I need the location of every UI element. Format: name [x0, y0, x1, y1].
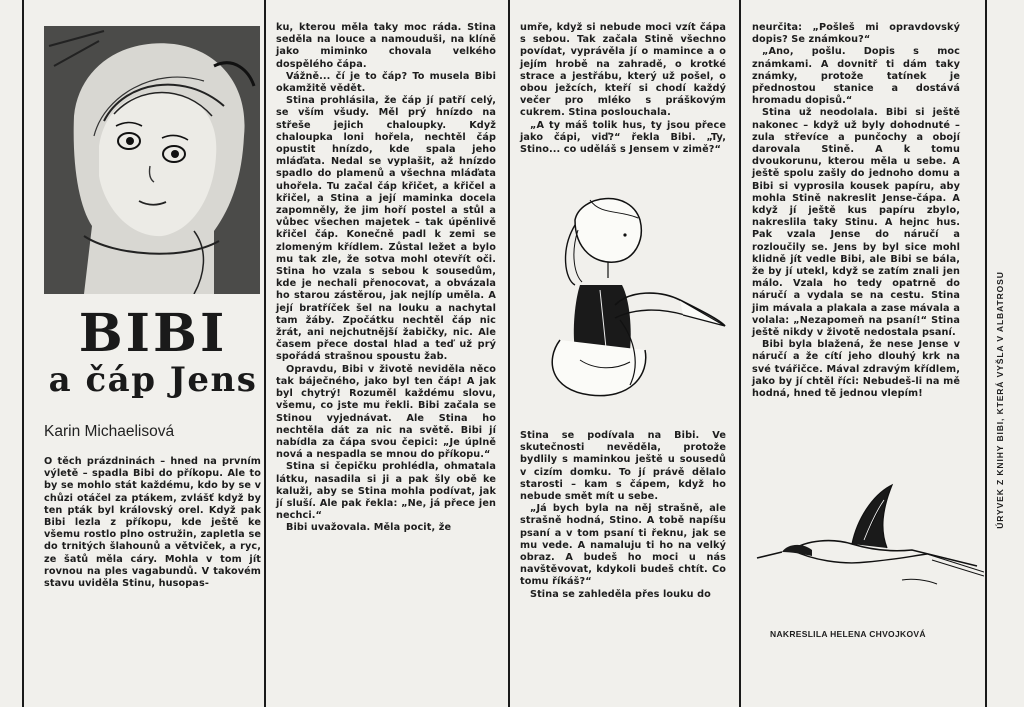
paragraph: umře, když si nebude moci vzít čápa s sebou. Tak začala Stině všechno povídat, vyprávěla jí o mamince a o jejím hrobě na zahradě, o krotké strace a jestřábu, který už pošel, o obou ježcích, kteří si chodí každý večer pro mléko s práškovým cukrem. Stina poslouchala. — [520, 22, 726, 119]
paragraph: Vážně... čí je to čáp? To musela Bibi okamžitě vědět. — [276, 70, 496, 95]
paragraph: Stina prohlásila, že čáp jí patří celý, se vším všudy. Měl prý hnízdo na střeše jejich chaloupky. Když chaloupka loni hořela, nechtěl čáp opustit hnízdo, kde spala jeho mláďata. Nedal se vyplašit, až hnízdo spadlo do plamenů a všechna mláďata uhořela. Tu začal čáp křičet, a křičel a křičel, a Stina a její maminka docela zapomněly, že jim hoří postel a stůl a vůbec všechen majetek – tak úpěnlivě křičel čáp. Konečně padl k zemi se zlomeným křídlem. Zůstal ležet a bylo mu tak zle, že sotva mohl otevřít oči. Stina ho vzala s sebou k sousedům, kde je nechali přenocovat, a obvázala ho starou zástěrou, jak nejlíp uměla. A její bratříček šel na louku a nachytal tam žáby. Zpočátku nechtěl čáp nic žrát, ani nejchutnější žabičky, nic. Ale časem přece dostal hlad a teď už prý spořádá strašnou spoustu žab. — [276, 95, 496, 363]
column-3-text-top — [520, 22, 726, 156]
paragraph: Opravdu, Bibi v životě neviděla něco tak báječného, jako byl ten čáp! A jak byl chytrý! Rozuměl každému slovu, všemu, co jste mu řekli. Bibi začala se Stinou vyjednávat. Ale Stina ho nechtěla dát za nic na světě. Bibi jí nabídla za čápa svou čepici: „Je úplně nová a nespadla se mnou do příkopu.“ — [276, 363, 496, 461]
paragraph: Stina si čepičku prohlédla, ohmatala látku, nasadila si ji a pak šly obě ke kaluži, aby se Stina mohla podívat, jak jí sluší. Ale pak řekla: „Ne, já přece jen nechci.“ — [276, 461, 496, 522]
flying-stork-illustration — [752, 480, 984, 600]
illustration-credit: NAKRESLILA HELENA CHVOJKOVÁ — [770, 629, 926, 639]
paragraph: Bibi byla blažená, že nese Jense v náručí a že cítí jeho dlouhý krk na své tvářičce. Mával zdravým křídlem, jako by jí chtěl říci: Nebudeš-li na mě hodná, hned tě jednou vlepím! — [752, 339, 960, 400]
column-rule — [508, 0, 510, 707]
column-rule — [739, 0, 741, 707]
column-3-text-bottom — [520, 430, 726, 601]
column-4-text — [752, 22, 960, 400]
side-caption-text: ÚRYVEK Z KNIHY BIBI, KTERÁ VYŠLA V ALBATROSU — [995, 271, 1005, 529]
author-name: Karin Michaelisová — [44, 423, 175, 440]
paragraph: neurčita: „Pošleš mi opravdovský dopis? Se známkou?“ — [752, 22, 960, 46]
story-subtitle: a čáp Jens — [48, 360, 258, 400]
bibi-portrait-illustration — [44, 26, 260, 294]
paragraph: Stina se zahleděla přes louku do — [530, 588, 711, 600]
side-caption — [986, 240, 1014, 560]
column-2-text — [276, 22, 496, 535]
column-1-text — [44, 456, 261, 590]
story-title: BIBI — [78, 303, 228, 364]
paragraph: „Ano, pošlu. Dopis s moc známkami. A dovnitř ti dám taky známky, protože tatínek je přednostou stanice a dostává hromadu dopisů.“ — [752, 46, 960, 107]
paragraph: „A ty máš tolik hus, ty jsou přece jako čápi, viď?“ řekla Bibi. „Ty, Stino... co uděláš s Jensem v zimě?“ — [520, 119, 726, 156]
stina-stork-illustration — [520, 190, 730, 420]
paragraph: Stina se podívala na Bibi. Ve skutečnosti nevěděla, protože bydlily s maminkou ještě u sousedů v cizím domku. To jí právě dělalo starosti – kam s čápem, když ho nebude smět mít u sebe. — [520, 430, 726, 503]
paragraph: „Já bych byla na něj strašně, ale strašně hodná, Stino. A tobě napíšu psaní a v tom psaní ti řeknu, jak se mu vede. A namaluju ti ho na velký obraz. A budeš ho moci u nás navštěvovat, kdykoli budeš chtít. Co tomu říkáš?“ — [520, 503, 726, 588]
paragraph: Stina už neodolala. Bibi si ještě nakonec – když už byly dohodnuté – zula střevíce a punčochy a obojí darovala Stině. A k tomu dvoukorunu, kterou měla u sebe. A ještě spolu zašly do jednoho domu a Bibi si vyprosila kousek papíru, aby mohla Stině nakreslit Jense-čápa. A když jí ještě kus papíru zbylo, nakreslila taky Stinu. A hejnc hus. Pak vzala Jense do náručí a rozloučily se. Jens by byl sice mohl klidně jít vedle Bibi, ale Bibi se bála, že by jí utekl, když se zatím znali jen málo. Vzala ho tedy opatrně do náručí a vydala se na cestu. Stina jim mávala a plakala a zase mávala a volala: „Nezapomeň na psaní!“ Stina ještě nikdy v životě nedostala psaní. — [752, 107, 960, 339]
column-rule — [264, 0, 266, 707]
paragraph: Bibi uvažovala. Měla pocit, že — [286, 522, 452, 534]
column-rule — [22, 0, 24, 707]
paragraph: ku, kterou měla taky moc ráda. Stina seděla na louce a namouduši, na klíně jako miminko chovala velkého dospělého čápa. — [276, 22, 496, 70]
paragraph: O těch prázdninách – hned na prvním výletě – spadla Bibi do příkopu. Ale to by se mohlo stát každému, kdo by se v chůzi otáčel za ptákem, zvlášť když by ten pták byl královský orel. Když pak Bibi lezla z příkopu, kde ještě ke všemu rostlo plno ostružin, zapletla se do trnitých šlahounů a větviček, a ryc, ze šatů měla cáry. Mohla v tom jít rovnou na ples vagabundů. V takovém stavu uviděla Stinu, husopas- — [44, 456, 261, 590]
